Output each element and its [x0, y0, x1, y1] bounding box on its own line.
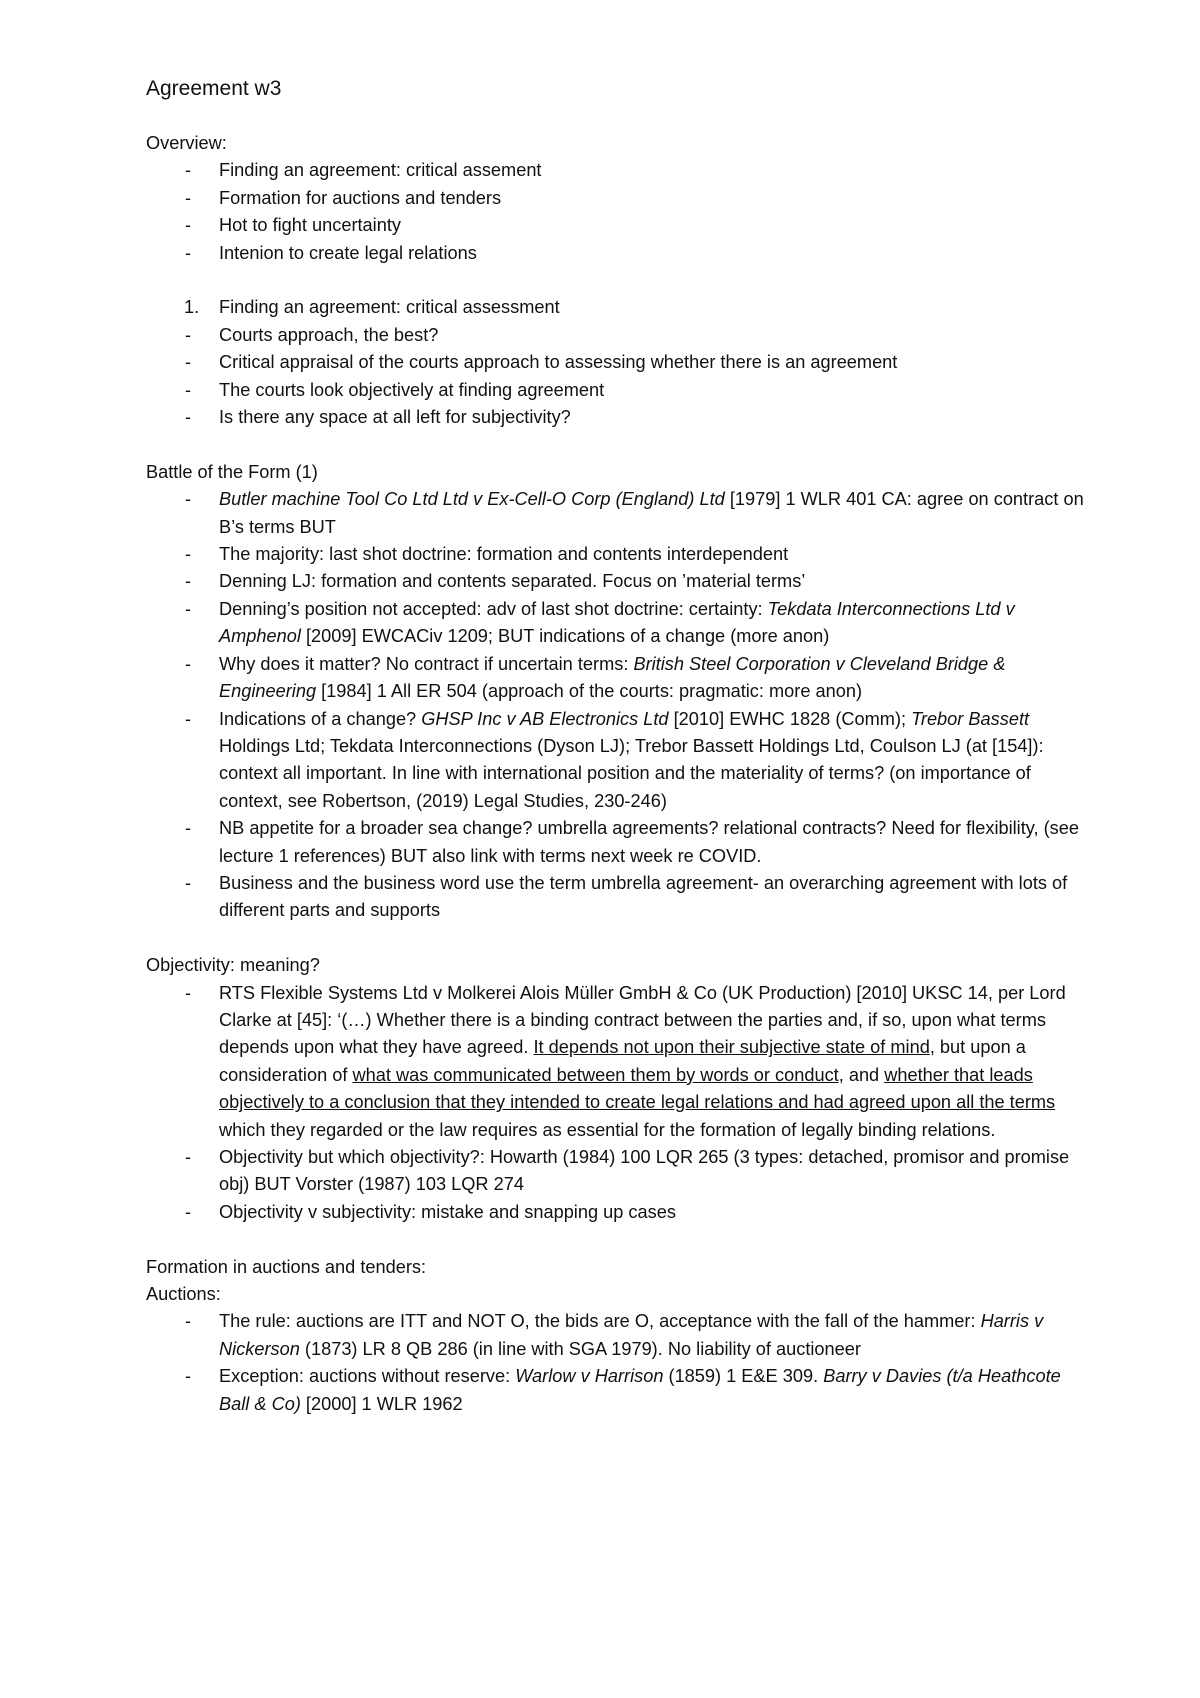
case-name: British Steel Corporation v Cleveland Bridge & Engineering: [219, 653, 1006, 702]
section-1-heading: [146, 294, 1086, 321]
objectivity-list: [146, 980, 1086, 1227]
underlined-text: what was communicated between them by words or conduct: [352, 1064, 839, 1085]
section-1-list: [146, 294, 1086, 321]
case-name: GHSP Inc v AB Electronics Ltd: [421, 708, 669, 729]
item-text: Why does it matter? No contract if uncertain terms:: [219, 653, 634, 674]
list-item: - Hot to fight uncertainty: [146, 212, 1086, 239]
list-item: [146, 486, 1086, 541]
list-item: - The courts look objectively at finding agreement: [146, 377, 1086, 404]
case-name: Trebor Bassett: [911, 708, 1030, 729]
auctions-subheading: Auctions:: [146, 1284, 221, 1304]
list-item: - NB appetite for a broader sea change? umbrella agreements? relational contracts? Need for flexibility, (see lecture 1 references) BUT also link with terms next week re COVID.: [146, 815, 1086, 870]
battle-heading: Battle of the Form (1): [146, 461, 318, 482]
case-name: Harris v Nickerson: [219, 1311, 1044, 1359]
list-item: - Courts approach, the best?: [146, 322, 1086, 349]
citation-text: (1859) 1 E&E 309.: [663, 1366, 824, 1387]
list-item: [146, 706, 1086, 816]
list-item: - Critical appraisal of the courts approach to assessing whether there is an agreement: [146, 349, 1086, 376]
case-name: Tekdata Interconnections Ltd v Amphenol: [219, 598, 1015, 647]
case-name: Barry v Davies (t/a Heathcote Ball & Co): [219, 1366, 1061, 1414]
list-item: - Finding an agreement: critical assement: [146, 157, 1086, 184]
objectivity-heading: Objectivity: meaning?: [146, 955, 320, 976]
list-item: [146, 1363, 1086, 1418]
section-1-title: Finding an agreement: critical assessment: [219, 297, 560, 318]
list-item: - Intenion to create legal relations: [146, 240, 1086, 267]
item-text: which they regarded or the law requires as essential for the formation of legally binding relations.: [219, 1119, 996, 1140]
list-item: [146, 596, 1086, 651]
item-text: Denning’s position not accepted: adv of last shot doctrine: certainty:: [219, 598, 768, 619]
citation-text: [1979] 1 WLR 401 CA: agree on contract on B’s terms BUT: [219, 489, 1084, 537]
section-number: 1.: [184, 297, 200, 318]
list-item: [146, 1308, 1086, 1363]
item-text: , but upon a consideration of: [219, 1037, 1026, 1085]
list-item: [146, 651, 1086, 706]
item-text: The rule: auctions are ITT and NOT O, the bids are O, acceptance with the fall of the hammer:: [219, 1311, 981, 1332]
formation-heading: Formation in auctions and tenders:: [146, 1256, 427, 1277]
citation-text: [2009] EWCACiv 1209; BUT indications of a change (more anon): [300, 626, 830, 647]
list-item: - Business and the business word use the term umbrella agreement- an overarching agreement with lots of different parts and supports: [146, 870, 1086, 925]
citation-text: [2000] 1 WLR 1962: [300, 1393, 463, 1414]
item-text: RTS Flexible Systems Ltd v Molkerei Alois Müller GmbH & Co (UK Production) [2010] UKSC 14, per Lord Clarke at [45]: ‘(…) Whether there is a binding contract between the parties and, if so, upon what terms depends upon what they have agreed.: [219, 982, 1066, 1058]
list-item: - Objectivity but which objectivity?: Howarth (1984) 100 LQR 265 (3 types: detached, promisor and promise obj) BUT Vorster (1987) 103 LQR 274: [146, 1144, 1086, 1199]
section-1-items: [146, 322, 1086, 432]
item-text: Exception: auctions without reserve:: [219, 1366, 516, 1387]
battle-list: [146, 486, 1086, 925]
list-item: - Objectivity v subjectivity: mistake and snapping up cases: [146, 1199, 1086, 1226]
citation-text: [1984] 1 All ER 504 (approach of the courts: pragmatic: more anon): [316, 681, 863, 702]
item-text: Indications of a change?: [219, 708, 422, 729]
document-page: [146, 74, 1086, 1418]
list-item: - Is there any space at all left for subjectivity?: [146, 404, 1086, 431]
underlined-text: It depends not upon their subjective state of mind: [533, 1037, 930, 1058]
item-text: , and: [838, 1064, 885, 1085]
case-name: Warlow v Harrison: [515, 1366, 664, 1387]
document-title: Agreement w3: [146, 77, 282, 100]
auctions-list: [146, 1308, 1086, 1418]
overview-heading: Overview:: [146, 133, 227, 153]
overview-list: [146, 157, 1086, 267]
list-item: - Formation for auctions and tenders: [146, 185, 1086, 212]
citation-text: [2010] EWHC 1828 (Comm);: [668, 708, 912, 729]
list-item: [146, 980, 1086, 1144]
list-item: - Denning LJ: formation and contents separated. Focus on ’material terms’: [146, 568, 1086, 595]
citation-text: (1873) LR 8 QB 286 (in line with SGA 1979). No liability of auctioneer: [299, 1338, 861, 1359]
list-item: - The majority: last shot doctrine: formation and contents interdependent: [146, 541, 1086, 568]
case-name: Butler machine Tool Co Ltd Ltd v Ex-Cell-O Corp (England) Ltd: [219, 489, 725, 510]
citation-text: Holdings Ltd; Tekdata Interconnections (Dyson LJ); Trebor Bassett Holdings Ltd, Coulson LJ (at [154]): context all important. In line with international position and the materiality of terms? (on importance of context, see Robertson, (2019) Legal Studies, 230-246): [219, 735, 1044, 811]
underlined-text: whether that leads objectively to a conclusion that they intended to create legal relations and had agreed upon all the terms: [219, 1064, 1056, 1113]
